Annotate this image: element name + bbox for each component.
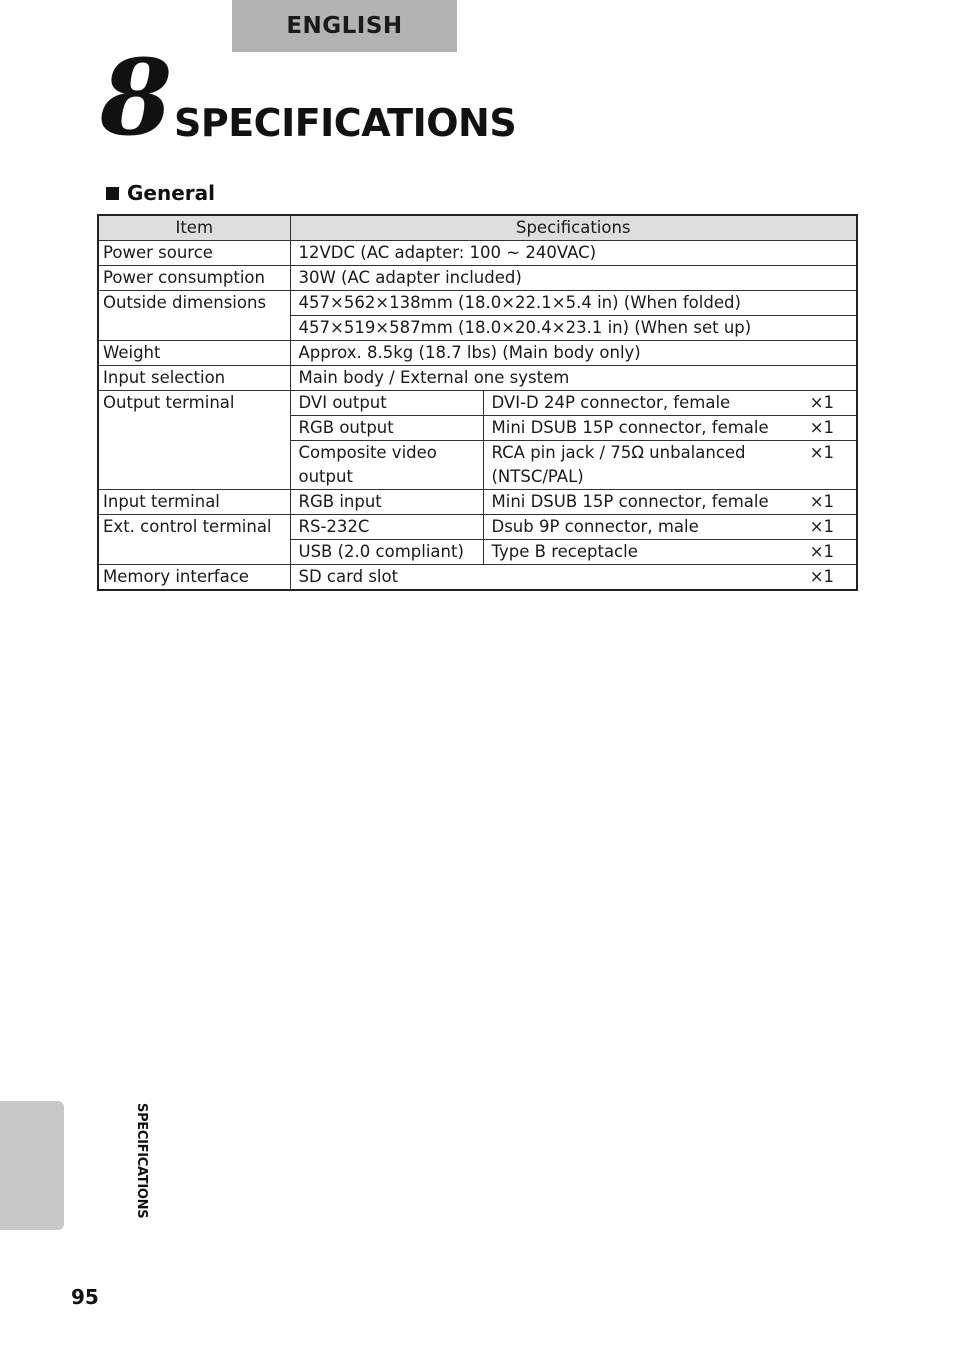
detail-text: DVI-D 24P connector, female [491, 393, 731, 412]
table-row [98, 341, 857, 366]
section-heading [106, 181, 215, 205]
spec-text: SD card slot [298, 567, 399, 586]
quantity: ×1 [809, 393, 835, 412]
detail-text: Dsub 9P connector, male [491, 517, 699, 536]
row-detail [483, 515, 857, 540]
table-row [98, 490, 857, 515]
row-subitem: DVI output [290, 391, 483, 416]
table-row [98, 241, 857, 266]
row-detail [483, 416, 857, 441]
row-detail [483, 441, 857, 490]
row-item: Input selection [98, 366, 290, 391]
chapter-title: SPECIFICATIONS [174, 101, 517, 145]
row-spec: 457×519×587mm (18.0×20.4×23.1 in) (When set up) [290, 316, 857, 341]
row-subitem [290, 441, 483, 490]
table-row [98, 565, 857, 591]
row-subitem: USB (2.0 compliant) [290, 540, 483, 565]
row-detail [483, 540, 857, 565]
row-item: Power consumption [98, 266, 290, 291]
row-item: Memory interface [98, 565, 290, 591]
row-spec: Main body / External one system [290, 366, 857, 391]
page-number: 95 [71, 1285, 99, 1309]
detail-text: Mini DSUB 15P connector, female [491, 492, 769, 511]
chapter-number: 8 [100, 36, 173, 159]
subitem-text: Composite video output [298, 443, 437, 486]
table-row [98, 391, 857, 416]
language-tab [232, 0, 457, 52]
row-spec: 30W (AC adapter included) [290, 266, 857, 291]
row-spec: Approx. 8.5kg (18.7 lbs) (Main body only) [290, 341, 857, 366]
row-spec: 12VDC (AC adapter: 100 ~ 240VAC) [290, 241, 857, 266]
table-row [98, 515, 857, 540]
table-row [98, 366, 857, 391]
quantity: ×1 [809, 542, 835, 561]
row-detail [483, 490, 857, 515]
table-row [98, 266, 857, 291]
table-header-row [98, 215, 857, 241]
row-item: Output terminal [98, 391, 290, 490]
row-subitem: RGB input [290, 490, 483, 515]
side-tab-label: SPECIFICATIONS [134, 1103, 149, 1219]
detail-text: Type B receptacle [491, 542, 638, 561]
quantity: ×1 [809, 443, 835, 462]
row-spec: 457×562×138mm (18.0×22.1×5.4 in) (When folded) [290, 291, 857, 316]
detail-text: RCA pin jack / 75Ω unbalanced (NTSC/PAL) [491, 443, 746, 486]
row-subitem: RGB output [290, 416, 483, 441]
section-title: General [127, 181, 215, 205]
quantity: ×1 [809, 567, 835, 586]
row-item: Ext. control terminal [98, 515, 290, 565]
quantity: ×1 [809, 517, 835, 536]
square-bullet-icon [106, 187, 119, 200]
language-label: ENGLISH [286, 13, 403, 39]
detail-text: Mini DSUB 15P connector, female [491, 418, 769, 437]
table-row [98, 291, 857, 316]
quantity: ×1 [809, 492, 835, 511]
row-detail [483, 391, 857, 416]
row-spec [290, 565, 857, 591]
row-item: Outside dimensions [98, 291, 290, 341]
row-subitem: RS-232C [290, 515, 483, 540]
specifications-table [97, 214, 858, 591]
quantity: ×1 [809, 418, 835, 437]
row-item: Weight [98, 341, 290, 366]
header-item: Item [98, 215, 290, 241]
header-specifications: Specifications [290, 215, 857, 241]
side-chapter-tab [0, 1101, 149, 1230]
row-item: Power source [98, 241, 290, 266]
row-item: Input terminal [98, 490, 290, 515]
